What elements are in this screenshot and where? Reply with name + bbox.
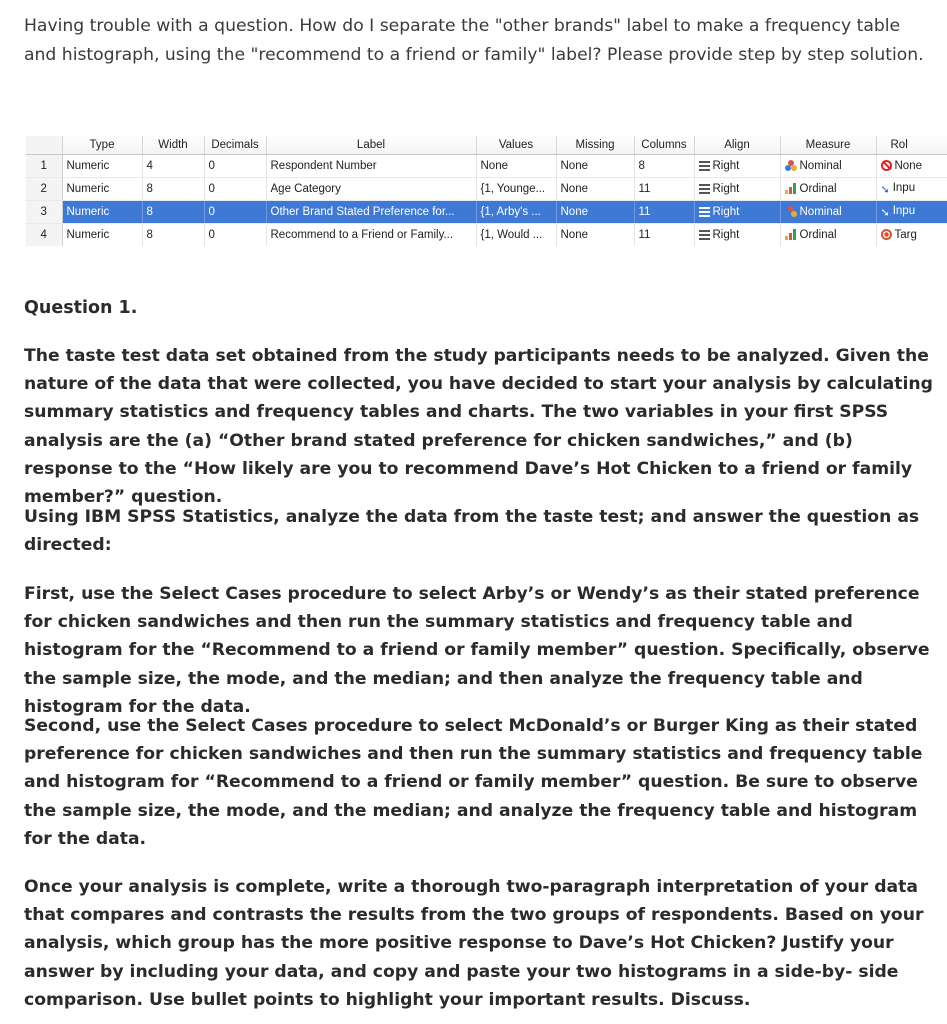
- role-value: Targ: [894, 229, 917, 241]
- ordinal-icon: [785, 183, 797, 194]
- cell-role[interactable]: [876, 201, 947, 224]
- cell-align[interactable]: [694, 155, 780, 178]
- cell-missing[interactable]: None: [556, 224, 634, 247]
- nominal-icon: [785, 160, 797, 171]
- cell-type[interactable]: Numeric: [62, 224, 142, 247]
- header-width[interactable]: Width: [142, 136, 204, 155]
- cell-measure[interactable]: [780, 201, 876, 224]
- question-paragraph: Once your analysis is complete, write a thorough two-paragraph interpretation of your data that compares and contrasts the results from the two groups of respondents. Based on your analysis, which group has the more positive response to Dave’s Hot Chicken? Justify your answer by including your data, and copy and paste your two histograms in a side-by- side comparison. Use bullet points to highlight your important results. Discuss.: [24, 877, 924, 1010]
- align-value: Right: [712, 183, 740, 195]
- align-value: Right: [712, 229, 740, 241]
- question-paragraph: The taste test data set obtained from the study participants needs to be analyzed. Given the nature of the data that were collected, you have decided to start your analysis by calculating summary statistics and frequency tables and charts. The two variables in your first SPSS analysis are the (a) “Other brand stated preference for chicken sandwiches,” and (b) response to the “How likely are you to recommend Dave’s Hot Chicken to a friend or family member?” question.: [24, 346, 933, 508]
- align-right-icon: [699, 184, 710, 194]
- header-label[interactable]: Label: [266, 136, 476, 155]
- table-row[interactable]: [26, 178, 947, 201]
- table-row-selected[interactable]: [26, 201, 947, 224]
- cell-decimals[interactable]: 0: [204, 224, 266, 247]
- header-role[interactable]: Rol: [876, 136, 947, 155]
- header-align[interactable]: Align: [694, 136, 780, 155]
- measure-value: Ordinal: [799, 183, 837, 195]
- align-right-icon: [699, 207, 710, 217]
- variable-view-table: [26, 136, 947, 246]
- cell-align[interactable]: [694, 178, 780, 201]
- header-columns[interactable]: Columns: [634, 136, 694, 155]
- cell-decimals[interactable]: 0: [204, 201, 266, 224]
- cell-type[interactable]: Numeric: [62, 155, 142, 178]
- align-right-icon: [699, 161, 710, 171]
- cell-width[interactable]: 8: [142, 201, 204, 224]
- role-value: Inpu: [892, 182, 916, 194]
- row-number[interactable]: 4: [26, 224, 62, 247]
- cell-decimals[interactable]: 0: [204, 178, 266, 201]
- intro-question-text: Having trouble with a question. How do I separate the "other brands" label to make a frequency table and histograph, using the "recommend to a friend or family" label? Please provide step by step solution.: [24, 16, 924, 65]
- header-corner: [26, 136, 62, 155]
- align-value: Right: [712, 206, 740, 218]
- cell-columns[interactable]: 11: [634, 178, 694, 201]
- header-values[interactable]: Values: [476, 136, 556, 155]
- question-paragraph: Second, use the Select Cases procedure to select McDonald’s or Burger King as their stated preference for chicken sandwiches and then run the summary statistics and frequency table and histogram for “Recommend to a friend or family member” question. Be sure to observe the sample size, the mode, and the median; and analyze the frequency table and histogram for the data.: [24, 716, 923, 849]
- table-row[interactable]: [26, 224, 947, 247]
- cell-values[interactable]: {1, Would ...: [476, 224, 556, 247]
- cell-missing[interactable]: None: [556, 155, 634, 178]
- input-arrow-icon: ➘: [880, 207, 890, 219]
- target-icon: [881, 229, 892, 240]
- cell-label[interactable]: Respondent Number: [266, 155, 476, 178]
- measure-value: Nominal: [799, 160, 842, 172]
- input-arrow-icon: ➘: [880, 184, 890, 196]
- align-value: Right: [712, 160, 740, 172]
- cell-label[interactable]: Age Category: [266, 178, 476, 201]
- cell-role[interactable]: [876, 224, 947, 247]
- cell-missing[interactable]: None: [556, 201, 634, 224]
- cell-measure[interactable]: [780, 155, 876, 178]
- cell-missing[interactable]: None: [556, 178, 634, 201]
- cell-width[interactable]: 8: [142, 178, 204, 201]
- cell-measure[interactable]: [780, 224, 876, 247]
- cell-values[interactable]: {1, Arby's ...: [476, 201, 556, 224]
- header-type[interactable]: Type: [62, 136, 142, 155]
- header-decimals[interactable]: Decimals: [204, 136, 266, 155]
- cell-decimals[interactable]: 0: [204, 155, 266, 178]
- cell-role[interactable]: [876, 155, 947, 178]
- header-missing[interactable]: Missing: [556, 136, 634, 155]
- question-paragraph: Using IBM SPSS Statistics, analyze the data from the taste test; and answer the question as directed:: [24, 507, 920, 556]
- cell-columns[interactable]: 8: [634, 155, 694, 178]
- cell-type[interactable]: Numeric: [62, 201, 142, 224]
- nominal-icon: [785, 206, 797, 217]
- cell-measure[interactable]: [780, 178, 876, 201]
- row-number[interactable]: 2: [26, 178, 62, 201]
- cell-values[interactable]: {1, Younge...: [476, 178, 556, 201]
- cell-width[interactable]: 8: [142, 224, 204, 247]
- question-paragraph: First, use the Select Cases procedure to select Arby’s or Wendy’s as their stated preference for chicken sandwiches and then run the summary statistics and frequency table and histogram for the “Recommend to a friend or family member” question. Specifically, observe the sample size, the mode, and the median; and then analyze the frequency table and histogram for the data.: [24, 584, 930, 717]
- question-title: Question 1.: [24, 298, 138, 318]
- cell-label[interactable]: Recommend to a Friend or Family...: [266, 224, 476, 247]
- role-value: None: [894, 160, 922, 172]
- cell-width[interactable]: 4: [142, 155, 204, 178]
- cell-values[interactable]: None: [476, 155, 556, 178]
- cell-align[interactable]: [694, 224, 780, 247]
- align-right-icon: [699, 230, 710, 240]
- table-header-row: [26, 136, 947, 155]
- header-measure[interactable]: Measure: [780, 136, 876, 155]
- cell-role[interactable]: [876, 178, 947, 201]
- table-row[interactable]: [26, 155, 947, 178]
- ordinal-icon: [785, 229, 797, 240]
- measure-value: Nominal: [799, 206, 842, 218]
- spss-variable-view-screenshot: [26, 136, 947, 246]
- cell-columns[interactable]: 11: [634, 201, 694, 224]
- none-role-icon: [881, 160, 892, 171]
- cell-label[interactable]: Other Brand Stated Preference for...: [266, 201, 476, 224]
- row-number[interactable]: 3: [26, 201, 62, 224]
- measure-value: Ordinal: [799, 229, 837, 241]
- cell-columns[interactable]: 11: [634, 224, 694, 247]
- role-value: Inpu: [892, 205, 916, 217]
- cell-type[interactable]: Numeric: [62, 178, 142, 201]
- row-number[interactable]: 1: [26, 155, 62, 178]
- cell-align[interactable]: [694, 201, 780, 224]
